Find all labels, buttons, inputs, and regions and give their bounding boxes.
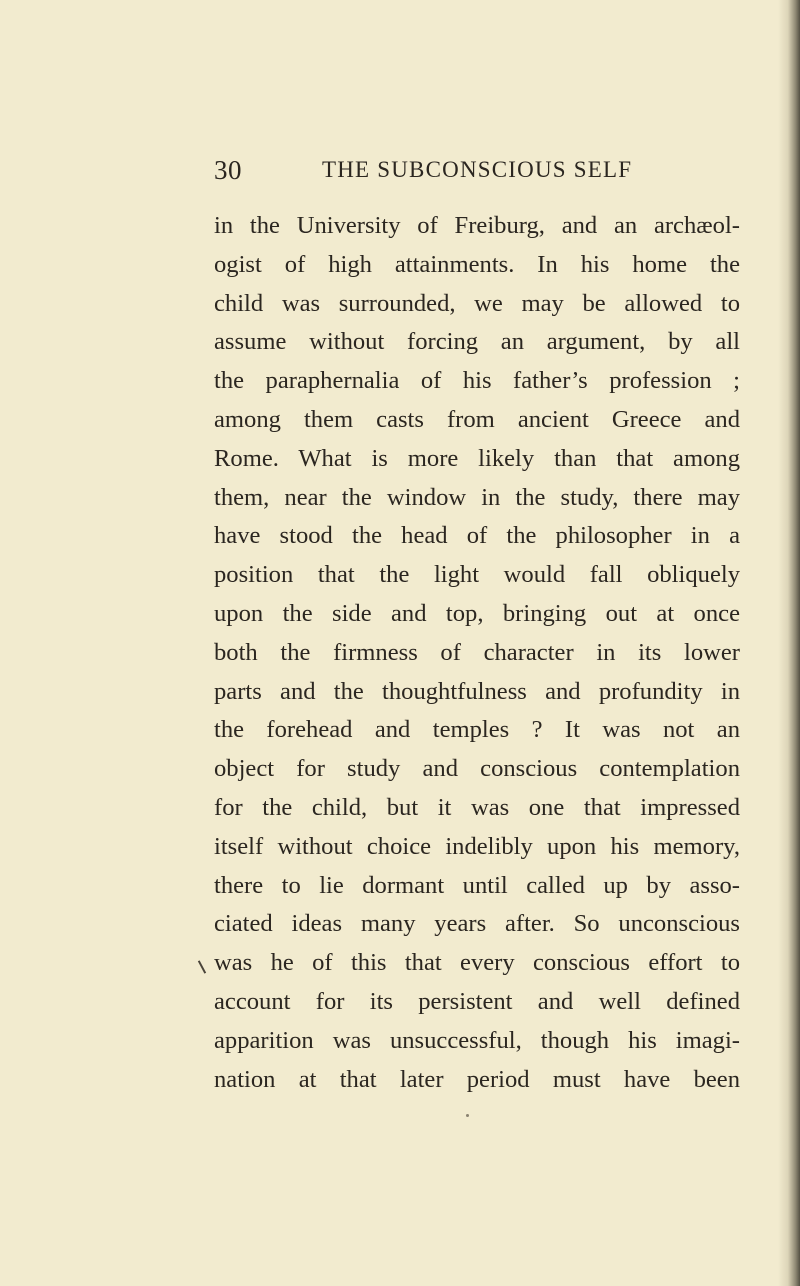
text-line: was he of this that every conscious effort to xyxy=(214,949,740,977)
text-line: ogist of high attainments. In his home the xyxy=(214,250,740,278)
text-line: parts and the thoughtfulness and profundity in xyxy=(214,677,740,705)
text-line: nation at that later period must have been xyxy=(214,1065,740,1093)
text-line: itself without choice indelibly upon his memory, xyxy=(214,832,740,860)
text-line: object for study and conscious contemplation xyxy=(214,755,740,783)
text-line: Rome. What is more likely than that among xyxy=(214,444,740,472)
margin-mark xyxy=(198,960,206,973)
text-line: them, near the window in the study, there may xyxy=(214,483,740,511)
text-line: the paraphernalia of his father’s profession ; xyxy=(214,367,740,395)
text-line: among them casts from ancient Greece and xyxy=(214,405,740,433)
text-line: for the child, but it was one that impressed xyxy=(214,793,740,821)
text-line: the forehead and temples ? It was not an xyxy=(214,716,740,744)
text-line: ciated ideas many years after. So unconscious xyxy=(214,910,740,938)
running-head: THE SUBCONSCIOUS SELF xyxy=(322,157,633,182)
text-line: in the University of Freiburg, and an archæol- xyxy=(214,212,740,239)
text-line: position that the light would fall obliquely xyxy=(214,561,740,589)
text-line: account for its persistent and well defined xyxy=(214,987,740,1015)
text-line: child was surrounded, we may be allowed to xyxy=(214,289,740,317)
body-text xyxy=(214,207,740,1099)
text-line: upon the side and top, bringing out at once xyxy=(214,599,740,627)
text-line: apparition was unsuccessful, though his imagi- xyxy=(214,1026,740,1054)
page-header xyxy=(214,155,734,195)
page-edge-shadow xyxy=(778,0,800,1286)
paper-speck xyxy=(466,1114,469,1117)
text-line: there to lie dormant until called up by asso- xyxy=(214,871,740,899)
text-line: assume without forcing an argument, by all xyxy=(214,328,740,356)
text-line: have stood the head of the philosopher in a xyxy=(214,522,740,550)
page-number: 30 xyxy=(214,155,242,185)
text-line: both the firmness of character in its lower xyxy=(214,638,740,666)
